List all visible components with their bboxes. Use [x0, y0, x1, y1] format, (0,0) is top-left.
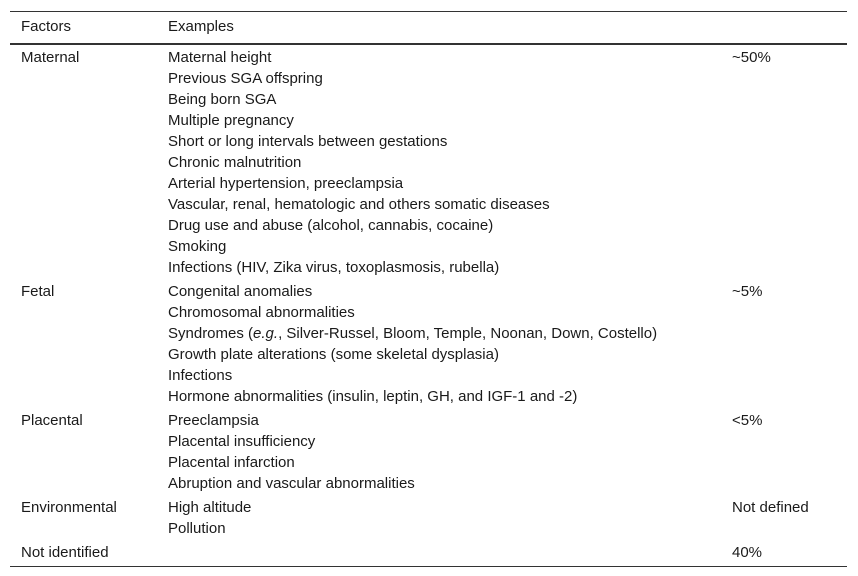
example-item: Preeclampsia [168, 412, 259, 429]
example-item: Hormone abnormalities (insulin, leptin, GH, and IGF-1 and -2) [168, 388, 578, 405]
example-item: Short or long intervals between gestations [168, 133, 448, 150]
example-item: Chronic malnutrition [168, 154, 302, 171]
example-item: Pollution [168, 520, 226, 537]
percent-cell: ~5% [732, 283, 763, 300]
example-item: Congenital anomalies [168, 283, 313, 300]
risk-factors-table [10, 11, 847, 567]
percent-cell: ~50% [732, 49, 771, 66]
example-item: Arterial hypertension, preeclampsia [168, 175, 404, 192]
header-factors: Factors [21, 18, 72, 35]
factor-cell: Maternal [21, 49, 80, 66]
factor-cell: Placental [21, 412, 83, 429]
example-item: Smoking [168, 238, 227, 255]
factor-cell: Not identified [21, 544, 109, 561]
example-item: Maternal height [168, 49, 272, 66]
example-item: Infections [168, 367, 233, 384]
percent-cell: Not defined [732, 499, 809, 516]
example-item: Infections (HIV, Zika virus, toxoplasmosis, rubella) [168, 259, 500, 276]
example-item: Previous SGA offspring [168, 70, 323, 87]
example-item-syndromes [168, 323, 847, 344]
example-item: Vascular, renal, hematologic and others somatic diseases [168, 196, 550, 213]
example-item: Abruption and vascular abnormalities [168, 475, 415, 492]
example-item: High altitude [168, 499, 252, 516]
row-environmental [10, 497, 847, 540]
row-placental [10, 410, 847, 495]
syndromes-eg: e.g. [253, 325, 279, 342]
table-header [10, 12, 847, 45]
examples-cell [168, 47, 847, 278]
row-fetal [10, 281, 847, 408]
percent-cell: <5% [732, 412, 763, 429]
example-item: Multiple pregnancy [168, 112, 294, 129]
example-item: Drug use and abuse (alcohol, cannabis, cocaine) [168, 217, 494, 234]
factor-cell: Fetal [21, 283, 55, 300]
row-maternal [10, 47, 847, 279]
syndromes-prefix: Syndromes ( [168, 325, 254, 342]
header-examples: Examples [168, 18, 234, 35]
example-item: Placental infarction [168, 454, 295, 471]
example-item: Being born SGA [168, 91, 277, 108]
example-item: Growth plate alterations (some skeletal dysplasia) [168, 346, 499, 363]
example-item: Chromosomal abnormalities [168, 304, 355, 321]
percent-cell: 40% [732, 544, 763, 561]
row-not-identified [10, 542, 847, 564]
syndromes-suffix: , Silver-Russel, Bloom, Temple, Noonan, Down, Costello) [278, 325, 658, 342]
example-item: Placental insufficiency [168, 433, 316, 450]
factor-cell: Environmental [21, 499, 117, 516]
